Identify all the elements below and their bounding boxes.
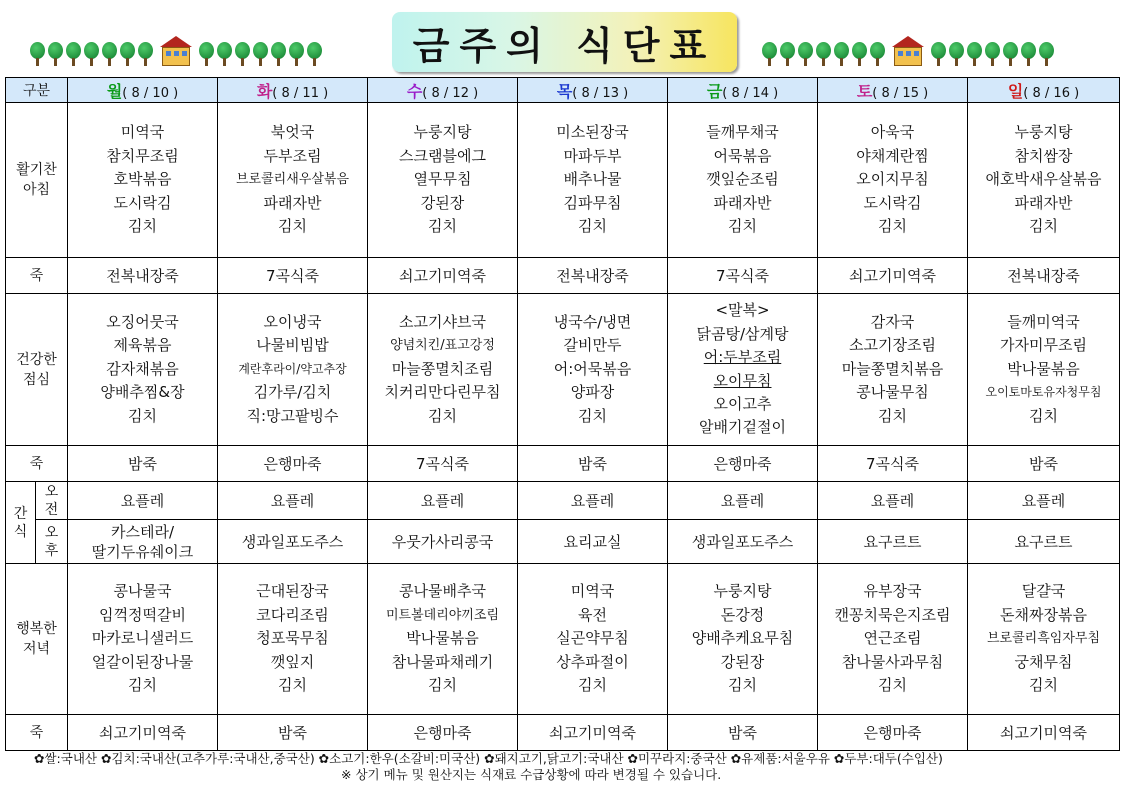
menu-item: 갈비만두 [563, 336, 622, 355]
change-notice: ※ 상기 메뉴 및 원산지는 식재료 수급상황에 따라 변경될 수 있습니다. [341, 767, 722, 782]
porridge-cell: 은행마죽 [368, 715, 518, 751]
porridge-cell: 은행마죽 [668, 446, 818, 482]
snack-item: 요구르트 [863, 532, 922, 551]
menu-item: 두부조림 [263, 146, 322, 165]
menu-item: 누룽지탕 [1014, 123, 1073, 142]
tree-icon [949, 42, 964, 66]
menu-item: 오이토마토유자청무침 [985, 385, 1102, 400]
menu-item: 아욱국 [870, 123, 915, 142]
menu-item: 파래자반 [263, 193, 322, 212]
day-header [968, 78, 1120, 103]
page-title: 금주의 식단표 [412, 23, 717, 68]
snack-am-label: 오 전 [36, 482, 68, 520]
snack-pm-cell [818, 520, 968, 564]
menu-item: 감자국 [870, 312, 915, 331]
weekday: 수 [406, 81, 423, 101]
menu-item: 김치 [728, 217, 757, 236]
menu-item: 오이고추 [713, 394, 772, 413]
menu-item: 어:두부조림 [703, 348, 782, 367]
snack-am-cell: 요플레 [518, 482, 668, 520]
menu-item: 돈채짜장볶음 [1000, 605, 1087, 624]
menu-item: 상추파절이 [556, 652, 629, 671]
porridge-cell: 밤죽 [68, 446, 218, 482]
tree-icon [307, 42, 322, 66]
porridge-cell: 전복내장죽 [518, 258, 668, 294]
tree-icon [816, 42, 831, 66]
menu-item: 김파무침 [563, 193, 622, 212]
snack-pm-cell [68, 520, 218, 564]
tree-icon [235, 42, 250, 66]
menu-item: 어:어묵볶음 [553, 359, 632, 378]
weekday: 월 [106, 81, 123, 101]
menu-item: 미소된장국 [556, 123, 629, 142]
menu-cell [518, 294, 668, 446]
menu-item: 김치 [1029, 676, 1058, 695]
menu-item: 김치 [278, 676, 307, 695]
weekday: 일 [1007, 81, 1024, 101]
menu-cell [368, 564, 518, 715]
menu-cell [518, 564, 668, 715]
menu-item: 양배추찜&장 [100, 383, 185, 402]
menu-item: 캔꽁치묵은지조림 [834, 605, 951, 624]
menu-item: 브로콜리새우살볶음 [235, 172, 350, 188]
menu-item: 미트볼데리야끼조림 [385, 607, 500, 623]
tree-icon [120, 42, 135, 66]
menu-item: 열무무침 [413, 170, 472, 189]
menu-item: 미역국 [120, 123, 165, 142]
menu-cell [968, 294, 1120, 446]
day-header [218, 78, 368, 103]
porridge-cell: 밤죽 [218, 715, 368, 751]
porridge-cell: 7곡식죽 [818, 446, 968, 482]
tree-icon [102, 42, 117, 66]
snack-am-cell: 요플레 [68, 482, 218, 520]
menu-item: 돈강정 [720, 605, 765, 624]
snack-item: 요구르트 [1014, 532, 1073, 551]
menu-item: 육전 [578, 605, 607, 624]
snack-pm-cell [368, 520, 518, 564]
tree-icon [967, 42, 982, 66]
menu-table [5, 77, 1120, 751]
menu-item: 미역국 [570, 582, 615, 601]
porridge-cell: 쇠고기미역죽 [518, 715, 668, 751]
menu-item: 오이무침 [713, 371, 772, 390]
menu-item: 콩나물무침 [856, 383, 929, 402]
menu-item: 마파두부 [563, 146, 622, 165]
menu-item: 실곤약무침 [556, 629, 629, 648]
date: ( 8 / 15 ) [872, 85, 929, 101]
weekday: 화 [256, 81, 273, 101]
tree-icon [798, 42, 813, 66]
snack-item: 우뭇가사리콩국 [391, 532, 494, 551]
snack-pm-cell [668, 520, 818, 564]
menu-item: 김치 [128, 676, 157, 695]
menu-item: 콩나물배추국 [399, 582, 486, 601]
menu-item: 김치 [578, 676, 607, 695]
menu-item: <말복> [715, 301, 770, 320]
porridge-cell: 7곡식죽 [368, 446, 518, 482]
menu-cell [818, 294, 968, 446]
porridge-cell: 쇠고기미역죽 [68, 715, 218, 751]
date: ( 8 / 16 ) [1023, 85, 1080, 101]
day-header [518, 78, 668, 103]
snack-item: 생과일포도주스 [691, 532, 794, 551]
menu-item: 양념치킨/표고강정 [390, 338, 495, 354]
tree-icon [834, 42, 849, 66]
menu-item: 강된장 [420, 193, 465, 212]
menu-cell [68, 294, 218, 446]
menu-item: 들깨미역국 [1007, 312, 1080, 331]
menu-item: 애호박새우살볶음 [985, 170, 1102, 189]
porridge-label: 죽 [6, 446, 68, 482]
weekday: 토 [856, 81, 873, 101]
snack-pm-row [6, 520, 1120, 564]
lunch-label: 건강한 점심 [6, 294, 68, 446]
menu-item: 김치 [878, 406, 907, 425]
menu-item: 깻잎순조림 [706, 170, 779, 189]
porridge-label: 죽 [6, 258, 68, 294]
menu-item: 근대된장국 [256, 582, 329, 601]
lunch-porridge-row [6, 446, 1120, 482]
snack-am-cell: 요플레 [218, 482, 368, 520]
menu-item: 어묵볶음 [713, 146, 772, 165]
menu-item: 스크램블에그 [399, 146, 486, 165]
menu-item: 소고기장조림 [849, 336, 936, 355]
menu-item: 닭곰탕/삼계탕 [696, 324, 789, 343]
tree-icon [931, 42, 946, 66]
menu-cell [668, 564, 818, 715]
menu-cell [668, 294, 818, 446]
dinner-label: 행복한 저녁 [6, 564, 68, 715]
menu-item: 알배기겉절이 [699, 418, 786, 437]
menu-item: 박나물볶음 [1007, 359, 1080, 378]
menu-item: 김치 [578, 406, 607, 425]
porridge-cell: 쇠고기미역죽 [968, 715, 1120, 751]
menu-cell [368, 103, 518, 258]
menu-item: 김치 [128, 406, 157, 425]
snack-am-cell: 요플레 [368, 482, 518, 520]
menu-cell [218, 564, 368, 715]
menu-cell [68, 564, 218, 715]
tree-icon [870, 42, 885, 66]
day-header [668, 78, 818, 103]
menu-item: 청포묵무침 [256, 629, 329, 648]
snack-pm-cell [968, 520, 1120, 564]
tree-decoration-right [762, 34, 1054, 66]
menu-cell [968, 103, 1120, 258]
snack-am-cell: 요플레 [818, 482, 968, 520]
snack-item: 카스테라/ [110, 522, 174, 541]
menu-item: 호박볶음 [113, 170, 172, 189]
menu-item: 감자채볶음 [106, 359, 179, 378]
menu-cell [668, 103, 818, 258]
porridge-cell: 쇠고기미역죽 [368, 258, 518, 294]
porridge-cell: 밤죽 [518, 446, 668, 482]
menu-item: 김치 [1029, 406, 1058, 425]
menu-item: 제육볶음 [113, 336, 172, 355]
tree-icon [30, 42, 45, 66]
menu-cell [518, 103, 668, 258]
menu-item: 마늘쫑멸치조림 [391, 359, 494, 378]
weekday: 금 [706, 81, 723, 101]
tree-icon [253, 42, 268, 66]
menu-item: 박나물볶음 [406, 629, 479, 648]
menu-item: 파래자반 [1014, 193, 1073, 212]
menu-item: 도시락김 [113, 193, 172, 212]
menu-item: 야채계란찜 [856, 146, 929, 165]
porridge-cell: 전복내장죽 [68, 258, 218, 294]
tree-icon [84, 42, 99, 66]
menu-item: 김치 [578, 217, 607, 236]
date: ( 8 / 14 ) [722, 85, 779, 101]
menu-item: 콩나물국 [113, 582, 172, 601]
menu-item: 계란후라이/약고추장 [238, 361, 347, 376]
porridge-label: 죽 [6, 715, 68, 751]
menu-item: 강된장 [720, 652, 765, 671]
snack-pm-cell [218, 520, 368, 564]
menu-item: 참치무조림 [106, 146, 179, 165]
tree-icon [271, 42, 286, 66]
tree-icon [762, 42, 777, 66]
tree-icon [289, 42, 304, 66]
snack-item: 딸기두유쉐이크 [91, 542, 194, 561]
menu-item: 브로콜리흑임자무침 [986, 631, 1101, 647]
day-header [818, 78, 968, 103]
porridge-cell: 쇠고기미역죽 [818, 258, 968, 294]
menu-item: 누룽지탕 [413, 123, 472, 142]
porridge-cell: 밤죽 [668, 715, 818, 751]
header-row [6, 78, 1120, 103]
porridge-cell: 7곡식죽 [668, 258, 818, 294]
snack-am-cell: 요플레 [668, 482, 818, 520]
date: ( 8 / 12 ) [422, 85, 479, 101]
house-icon [160, 36, 192, 66]
menu-item: 김치 [428, 217, 457, 236]
menu-item: 유부장국 [863, 582, 922, 601]
porridge-cell: 7곡식죽 [218, 258, 368, 294]
tree-icon [48, 42, 63, 66]
porridge-cell: 밤죽 [968, 446, 1120, 482]
menu-item: 배추나물 [563, 170, 622, 189]
menu-item: 연근조림 [863, 629, 922, 648]
menu-cell [968, 564, 1120, 715]
tree-icon [1003, 42, 1018, 66]
tree-icon [1039, 42, 1054, 66]
menu-cell [218, 103, 368, 258]
menu-item: 참나물파채레기 [391, 652, 494, 671]
menu-item: 김치 [428, 406, 457, 425]
menu-item: 오이냉국 [263, 312, 322, 331]
menu-item: 소고기샤브국 [399, 312, 486, 331]
menu-item: 김치 [878, 676, 907, 695]
menu-item: 김치 [128, 217, 157, 236]
category-header: 구분 [6, 78, 68, 103]
snack-am-cell: 요플레 [968, 482, 1120, 520]
tree-icon [66, 42, 81, 66]
porridge-cell: 은행마죽 [218, 446, 368, 482]
date: ( 8 / 11 ) [272, 85, 329, 101]
menu-item: 북엇국 [270, 123, 315, 142]
title-banner [392, 12, 737, 72]
menu-cell [68, 103, 218, 258]
tree-icon [852, 42, 867, 66]
menu-cell [218, 294, 368, 446]
menu-item: 달걀국 [1021, 582, 1066, 601]
snack-label: 간 식 [6, 482, 36, 564]
menu-item: 참나물사과무침 [841, 652, 944, 671]
menu-item: 파래자반 [713, 193, 772, 212]
day-header [68, 78, 218, 103]
porridge-cell: 전복내장죽 [968, 258, 1120, 294]
dinner-row [6, 564, 1120, 715]
tree-icon [199, 42, 214, 66]
breakfast-label: 활기찬 아침 [6, 103, 68, 258]
snack-pm-cell [518, 520, 668, 564]
menu-item: 궁채무침 [1014, 652, 1073, 671]
snack-am-row [6, 482, 1120, 520]
tree-icon [138, 42, 153, 66]
tree-decoration-left [30, 34, 322, 66]
dinner-porridge-row [6, 715, 1120, 751]
menu-item: 직:망고팥빙수 [246, 406, 339, 425]
tree-icon [985, 42, 1000, 66]
menu-item: 참치쌈장 [1014, 146, 1073, 165]
menu-item: 도시락김 [863, 193, 922, 212]
house-icon [892, 36, 924, 66]
menu-cell [818, 103, 968, 258]
menu-item: 임꺽정떡갈비 [99, 605, 186, 624]
date: ( 8 / 13 ) [572, 85, 629, 101]
menu-item: 마늘쫑멸치볶음 [841, 359, 944, 378]
menu-item: 김치 [428, 676, 457, 695]
lunch-row [6, 294, 1120, 446]
menu-item: 치커리만다린무침 [384, 383, 501, 402]
menu-item: 김치 [278, 217, 307, 236]
menu-item: 누룽지탕 [713, 582, 772, 601]
menu-item: 김치 [878, 217, 907, 236]
breakfast-porridge-row [6, 258, 1120, 294]
snack-item: 생과일포도주스 [241, 532, 344, 551]
menu-item: 양배추케요무침 [691, 629, 794, 648]
menu-item: 김치 [728, 676, 757, 695]
menu-item: 오이지무침 [856, 170, 929, 189]
weekday: 목 [556, 81, 573, 101]
tree-icon [217, 42, 232, 66]
tree-icon [780, 42, 795, 66]
day-header [368, 78, 518, 103]
breakfast-row [6, 103, 1120, 258]
origin-note: ✿쌀:국내산 ✿김치:국내산(고추가루:국내산,중국산) ✿소고기:한우(소갈비:미국산) ✿돼지고기,닭고기:국내산 ✿미꾸라지:중국산 ✿유제품:서울우유 ✿두부:대두(수입산) [34, 751, 943, 766]
menu-item: 오징어뭇국 [106, 312, 179, 331]
porridge-cell: 은행마죽 [818, 715, 968, 751]
menu-item: 냉국수/냉면 [553, 312, 632, 331]
menu-item: 김가루/김치 [253, 383, 332, 402]
menu-item: 얼갈이된장나물 [91, 652, 194, 671]
menu-cell [368, 294, 518, 446]
menu-item: 나물비빔밥 [256, 336, 329, 355]
menu-item: 김치 [1029, 217, 1058, 236]
menu-item: 들깨무채국 [706, 123, 779, 142]
menu-item: 코다리조림 [256, 605, 329, 624]
menu-item: 가자미무조림 [1000, 336, 1087, 355]
menu-item: 깻잎지 [270, 652, 315, 671]
snack-pm-label: 오 후 [36, 520, 68, 564]
menu-item: 마카로니샐러드 [91, 629, 194, 648]
date: ( 8 / 10 ) [122, 85, 179, 101]
tree-icon [1021, 42, 1036, 66]
menu-cell [818, 564, 968, 715]
snack-item: 요리교실 [563, 532, 622, 551]
menu-item: 양파장 [570, 383, 615, 402]
